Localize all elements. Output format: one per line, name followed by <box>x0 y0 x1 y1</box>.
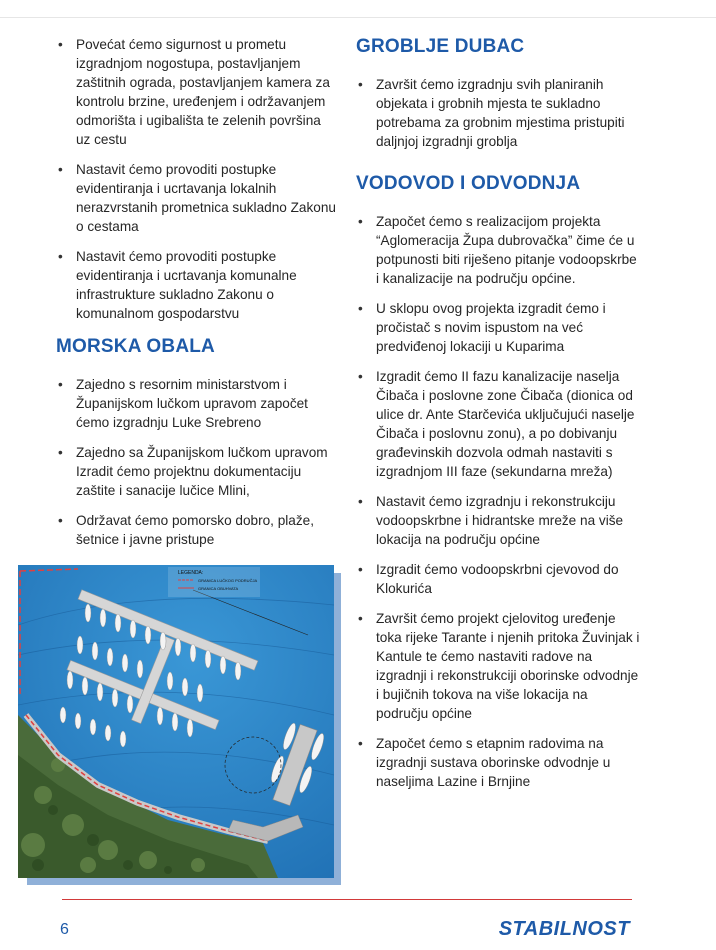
list-item: • Zajedno s resornim ministarstvom i Županijskom lučkom upravom započet ćemo izgradnju Luke Srebreno <box>58 377 308 430</box>
bullet-icon: • <box>58 513 63 528</box>
bullet-icon: • <box>358 301 363 316</box>
harbor-plan-drawing <box>18 565 334 878</box>
bullet-icon: • <box>358 369 363 384</box>
legend-title: LEGENDA: <box>178 570 204 576</box>
list-item: • Održavat ćemo pomorsko dobro, plaže, šetnice i javne pristupe <box>58 513 315 547</box>
morska-obala-list <box>56 375 336 560</box>
top-divider <box>0 17 716 18</box>
list-item: • Nastavit ćemo izgradnju i rekonstrukciju vodoopskrbne i hidrantske mreže na više lokacija na području općine <box>358 494 624 547</box>
bullet-icon: • <box>358 736 363 751</box>
list-item: • Izgradit ćemo II fazu kanalizacije naselja Čibača i poslovne zone Čibača (dionica od ulice dr. Ante Starčevića uključujući naselje Čibača i poslovnu zonu), a po dobivanju građevinskih dozvola odmah nastaviti s izgradnjom III faze (sekundarna mreža) <box>358 369 635 479</box>
bullet-icon: • <box>58 162 63 177</box>
list-item: • Započet ćemo s etapnim radovima na izgradnji sustava oborinske odvodnje u naseljima Lazine i Brnjine <box>358 736 611 789</box>
bullet-icon: • <box>58 37 63 52</box>
bullet-icon: • <box>358 214 363 229</box>
section-heading-vodovod: VODOVOD I ODVODNJA <box>356 173 581 194</box>
section-heading-groblje: GROBLJE DUBAC <box>356 36 525 57</box>
footer-divider <box>62 899 632 900</box>
bullet-icon: • <box>358 611 363 626</box>
bullet-icon: • <box>58 445 63 460</box>
list-item: • Povećat ćemo sigurnost u prometu izgradnjom nogostupa, postavljanjem zaštitnih ograda, postavljanjem kamera za kontrolu brzine, uređenjem i održavanjem odmorišta i ugibališta te zelenih površina uz cestu <box>58 37 330 147</box>
brand-wordmark: STABILNOST <box>498 918 630 940</box>
list-item: • U sklopu ovog projekta izgradit ćemo i pročistač s novim ispustom na već predviđenoj lokaciji u Kuparima <box>358 301 606 354</box>
legend-line2: GRANICA OBUHVATA <box>198 586 239 591</box>
left-bullet-list <box>56 35 338 334</box>
harbor-plan-image <box>18 565 334 878</box>
vodovod-list <box>356 212 642 802</box>
groblje-list <box>356 75 636 162</box>
bullet-icon: • <box>58 249 63 264</box>
bullet-icon: • <box>58 377 63 392</box>
list-item: • Završit ćemo projekt cjelovitog uređenje toka rijeke Tarante i njenih pritoka Žuvinjak i Kantule te ćemo nastaviti radove na izgradnji i rekonstrukciji oborinske odvodnje i bujičnih tokova na više lokacija na području općine <box>358 611 640 721</box>
page-number: 6 <box>60 921 69 938</box>
bullet-icon: • <box>358 494 363 509</box>
bullet-icon: • <box>358 77 363 92</box>
list-item: • Završit ćemo izgradnju svih planiranih objekata i grobnih mjesta te sukladno potrebama za grobnim mjestima pristupiti daljnjoj izgradnji groblja <box>358 77 625 149</box>
section-heading-morska-obala: MORSKA OBALA <box>56 336 215 357</box>
list-item: • Nastavit ćemo provoditi postupke evidentiranja i ucrtavanja komunalne infrastrukture sukladno Zakonu o komunalnom gospodarstvu <box>58 249 297 321</box>
legend-line1: GRANICA LUČKOG PODRUČJA <box>198 578 258 583</box>
list-item: • Nastavit ćemo provoditi postupke evidentiranja i ucrtavanja lokalnih nerazvrstanih prometnica sukladno Zakonu o cestama <box>58 162 336 234</box>
list-item: • Započet ćemo s realizacijom projekta “Aglomeracija Župa dubrovačka” čime će u potpunosti biti riješeno pitanje vodoopskrbe i kanalizacije na području općine. <box>358 214 637 286</box>
list-item: • Zajedno sa Županijskom lučkom upravom Izradit ćemo projektnu dokumentaciju zaštite i sanacije lučice Mlini, <box>58 445 328 498</box>
list-item: • Izgradit ćemo vodoopskrbni cjevovod do Klokurića <box>358 562 619 596</box>
bullet-icon: • <box>358 562 363 577</box>
